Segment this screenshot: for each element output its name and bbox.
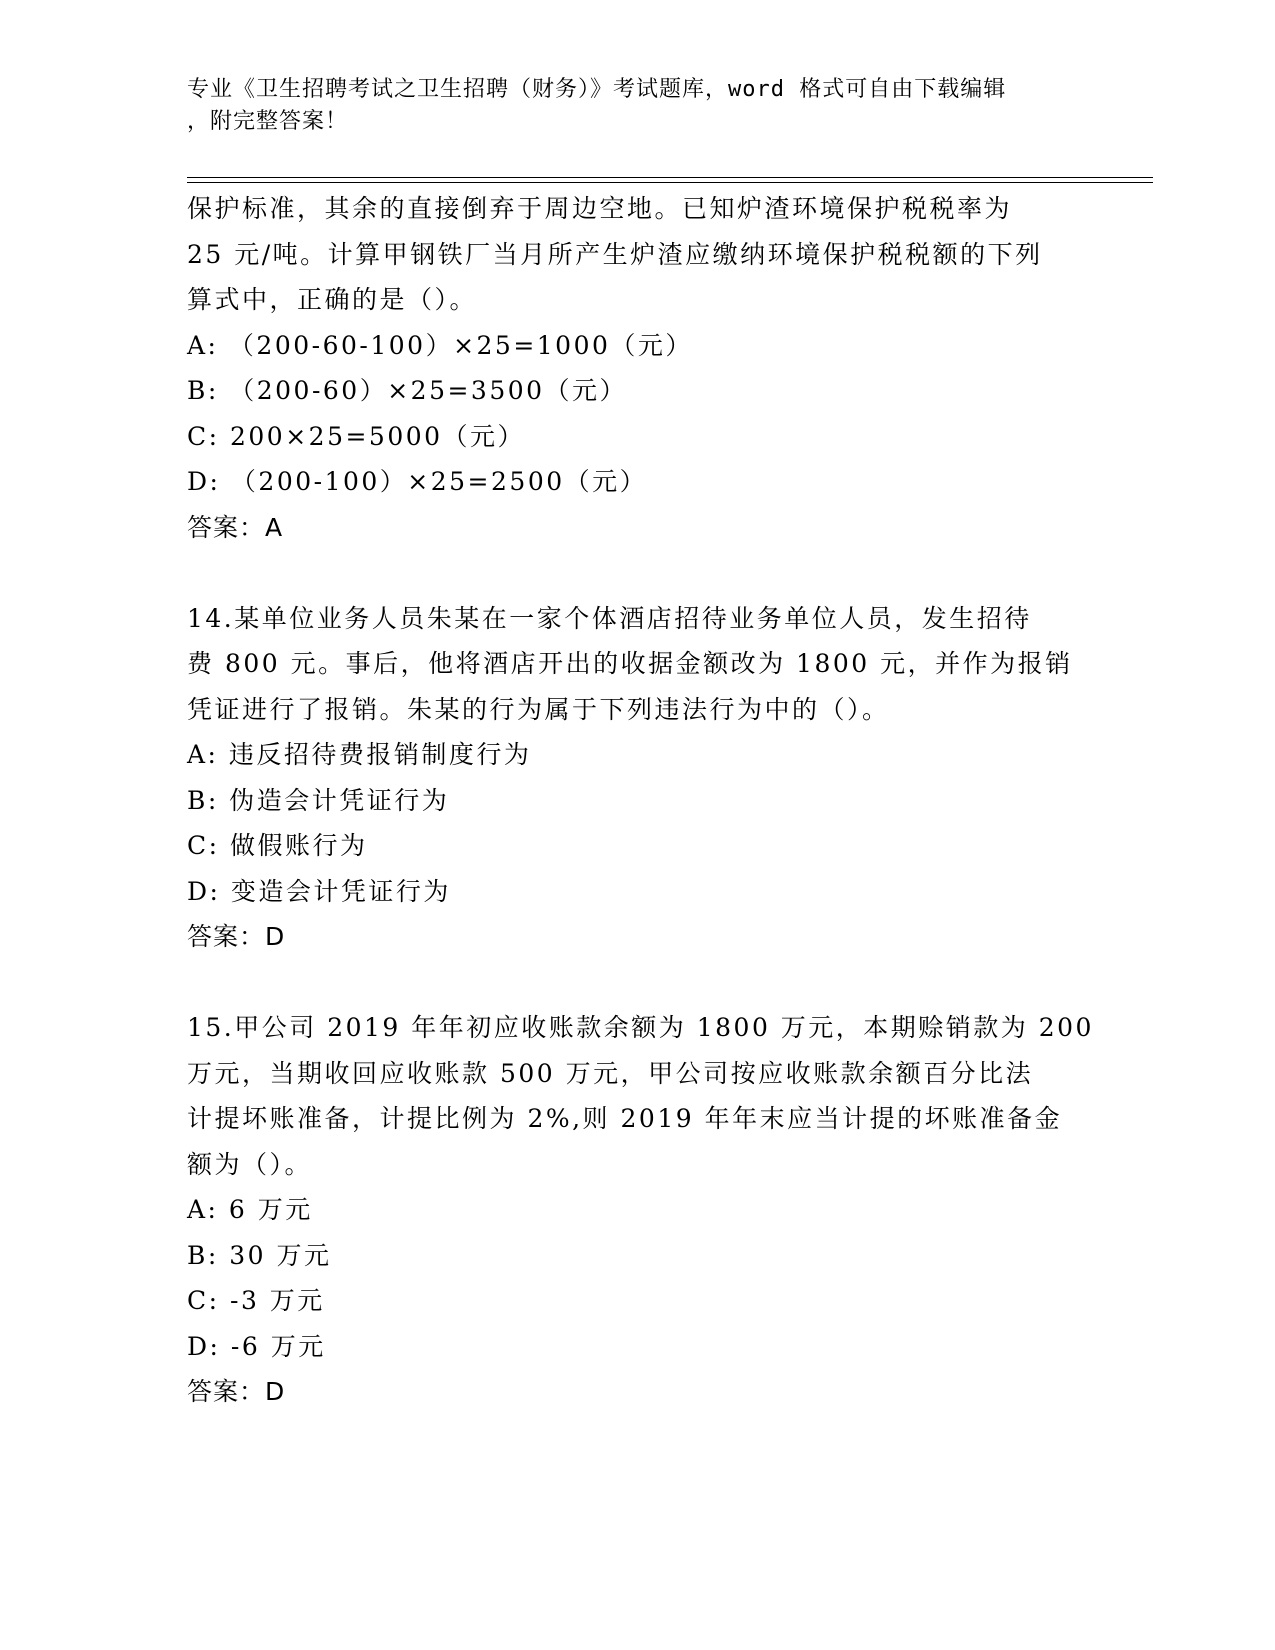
option-d: D: 变造会计凭证行为: [187, 876, 451, 906]
option-a: A: （200-60-100）×25=1000（元）: [187, 330, 693, 360]
question-13: [187, 186, 1087, 550]
question-14: [187, 596, 1087, 960]
header-divider-bottom: [187, 182, 1153, 183]
question-list: [187, 186, 1094, 1415]
question-stem-line: 计提坏账准备，计提比例为 2%,则 2019 年年末应当计提的坏账准备金: [187, 1104, 1063, 1133]
spacer: [187, 960, 1087, 1006]
header-line-2: ，附完整答案！: [187, 109, 349, 134]
document-header: [187, 74, 1067, 138]
option-d: D: （200-100）×25=2500（元）: [187, 467, 648, 496]
option-c: C: -3 万元: [187, 1286, 325, 1315]
question-stem-line: 15.甲公司 2019 年年初应收账款余额为 1800 万元，本期赊销款为 200: [187, 1013, 1094, 1042]
option-b: B: 伪造会计凭证行为: [187, 785, 450, 815]
option-b: B: （200-60）×25=3500（元）: [187, 376, 628, 405]
option-c: C: 200×25=5000（元）: [187, 421, 526, 451]
question-stem-line: 额为（）。: [187, 1149, 313, 1179]
answer-label: 答案：A: [187, 512, 284, 542]
question-stem-line: 凭证进行了报销。朱某的行为属于下列违法行为中的（）。: [187, 694, 890, 724]
option-a: A: 违反招待费报销制度行为: [187, 740, 532, 769]
answer-label: 答案：D: [187, 1377, 286, 1406]
question-stem-line: 14.某单位业务人员朱某在一家个体酒店招待业务单位人员，发生招待: [187, 603, 1032, 633]
question-stem-line: 费 800 元。事后，他将酒店开出的收据金额改为 1800 元，并作为报销: [187, 649, 1073, 678]
option-c: C: 做假账行为: [187, 831, 368, 860]
option-b: B: 30 万元: [187, 1240, 332, 1270]
question-stem-line: 25 元/吨。计算甲钢铁厂当月所产生炉渣应缴纳环境保护税税额的下列: [187, 239, 1043, 269]
question-stem-line: 保护标准，其余的直接倒弃于周边空地。已知炉渣环境保护税税率为: [187, 194, 1013, 223]
option-a: A: 6 万元: [187, 1195, 313, 1224]
question-stem-line: 万元，当期收回应收账款 500 万元，甲公司按应收账款余额百分比法: [187, 1058, 1034, 1088]
spacer: [187, 550, 1087, 596]
header-line-1: 专业《卫生招聘考试之卫生招聘（财务）》考试题库，word 格式可自由下载编辑: [187, 77, 1007, 102]
answer-label: 答案：D: [187, 922, 286, 951]
option-d: D: -6 万元: [187, 1331, 326, 1361]
question-15: [187, 1005, 1094, 1415]
question-stem-line: 算式中，正确的是（）。: [187, 285, 478, 314]
header-divider-top: [187, 177, 1153, 178]
